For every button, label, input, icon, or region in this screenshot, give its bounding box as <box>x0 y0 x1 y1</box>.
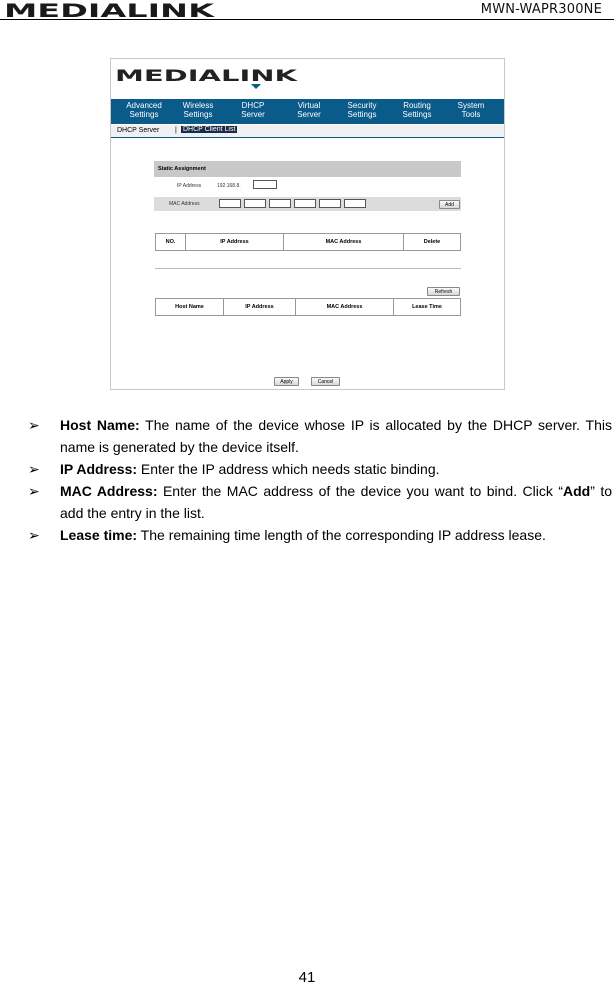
col-host-name: Host Name <box>156 299 224 315</box>
desc-mac-address-a: Enter the MAC address of the device you want to bind. Click “ <box>157 483 563 499</box>
active-nav-indicator <box>251 84 261 89</box>
nav-dhcp-server[interactable]: DHCP Server <box>241 101 265 119</box>
term-lease-time: Lease time: <box>60 527 138 543</box>
router-logo <box>115 67 299 83</box>
term-mac-address: MAC Address: <box>60 483 158 499</box>
term-ip-address: IP Address: <box>60 461 138 477</box>
mac-octet-5-input[interactable] <box>319 199 341 208</box>
static-list-table <box>155 233 461 251</box>
ip-address-label: IP Address <box>177 183 202 189</box>
col-ip-address: IP Address <box>186 234 284 250</box>
col-delete: Delete <box>423 239 441 245</box>
mac-octet-6-input[interactable] <box>344 199 366 208</box>
svg-text:MEDIALINK: MEDIALINK <box>115 67 299 83</box>
desc-mac-address-b: ” to add the entry in the list. <box>60 483 612 521</box>
col-no: NO. <box>156 234 186 250</box>
mac-address-label: MAC Address <box>169 201 200 207</box>
desc-host-name: The name of the device whose IP is allocated by the DHCP server. This name is generated by the device itself. <box>60 417 613 455</box>
nav-advanced-settings[interactable]: Advanced Settings <box>126 101 162 119</box>
bullet-ip-address <box>28 458 614 480</box>
add-button[interactable]: Add <box>439 200 460 209</box>
cancel-button[interactable]: Cancel <box>311 377 340 386</box>
static-assignment-title: Static Assignment <box>158 166 206 172</box>
apply-button[interactable]: Apply <box>274 377 299 386</box>
svg-text:MEDIALINK: MEDIALINK <box>4 1 216 19</box>
mac-octet-3-input[interactable] <box>269 199 291 208</box>
header-rule <box>0 19 614 20</box>
nav-wireless-settings[interactable]: Wireless Settings <box>182 101 214 119</box>
page-number: 41 <box>298 969 316 986</box>
mac-octet-4-input[interactable] <box>294 199 316 208</box>
bullet-arrow-icon: ➢ <box>28 483 40 499</box>
desc-lease-time: The remaining time length of the corresponding IP address lease. <box>137 527 546 543</box>
field-descriptions <box>28 414 614 546</box>
refresh-button[interactable]: Refresh <box>427 287 460 296</box>
col-client-ip-address: IP Address <box>224 299 296 315</box>
ip-prefix: 192.168.8. <box>217 183 241 189</box>
subnav-dhcp-server[interactable]: DHCP Server <box>117 127 160 134</box>
col-client-mac-address: MAC Address <box>296 299 394 315</box>
nav-system-tools[interactable]: System Tools <box>457 101 485 119</box>
client-list-table <box>155 298 461 316</box>
nav-routing-settings[interactable]: Routing Settings <box>402 101 432 119</box>
section-divider <box>155 268 461 269</box>
add-keyword: Add <box>562 483 591 499</box>
mac-octet-2-input[interactable] <box>244 199 266 208</box>
subnav-dhcp-client-list[interactable]: DHCP Client List <box>183 126 236 133</box>
bullet-arrow-icon: ➢ <box>28 461 40 477</box>
col-lease-time: Lease Time <box>412 304 442 310</box>
subnav-separator: | <box>175 127 177 134</box>
ip-last-octet-input[interactable] <box>253 180 277 189</box>
bullet-mac-address <box>28 480 614 524</box>
bullet-arrow-icon: ➢ <box>28 527 40 543</box>
static-assignment-header <box>154 161 461 177</box>
desc-ip-address: Enter the IP address which needs static binding. <box>137 461 440 477</box>
nav-security-settings[interactable]: Security Settings <box>347 101 377 119</box>
mac-octet-1-input[interactable] <box>219 199 241 208</box>
medialink-logo <box>4 1 216 19</box>
subnav-rule <box>111 137 505 138</box>
term-host-name: Host Name: <box>60 417 140 433</box>
sub-nav <box>111 125 505 137</box>
main-nav <box>111 99 505 124</box>
router-ui-screenshot <box>110 58 505 390</box>
bullet-host-name <box>28 414 614 458</box>
col-mac-address: MAC Address <box>284 234 404 250</box>
bullet-lease-time <box>28 524 614 546</box>
nav-virtual-server[interactable]: Virtual Server <box>297 101 321 119</box>
model-number: MWN-WAPR300NE <box>480 2 602 17</box>
bullet-arrow-icon: ➢ <box>28 417 40 433</box>
